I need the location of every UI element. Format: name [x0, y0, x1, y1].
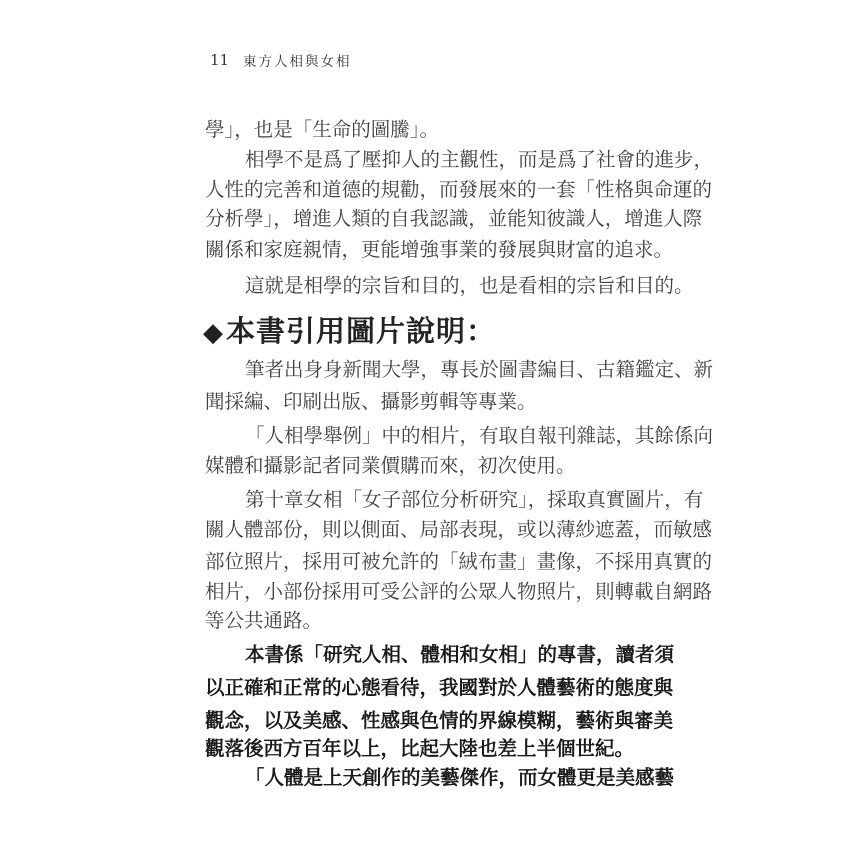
- text-line: 第十章女相「女子部位分析研究」，採取真實圖片，有: [245, 488, 704, 511]
- page-header: [210, 48, 352, 72]
- text-line: 筆者出身身新聞大學，專長於圖書編目、古籍鑑定、新: [245, 358, 714, 381]
- bold-text-line: 以正確和正常的心態看待，我國對於人體藝術的態度與: [205, 676, 674, 699]
- text-line: 聞採編、印刷出版、攝影剪輯等專業。: [205, 390, 537, 413]
- running-title: 東方人相與女相: [243, 54, 352, 70]
- text-line: 相學不是爲了壓抑人的主觀性，而是爲了社會的進步，: [245, 148, 714, 171]
- text-line: 「人相學舉例」中的相片，有取自報刊雜誌，其餘係向: [245, 424, 714, 447]
- text-line: 媒體和攝影記者同業價購而來，初次使用。: [205, 454, 576, 477]
- section-heading-text: 本書引用圖片說明：: [226, 314, 497, 348]
- bold-text-line: 觀落後西方百年以上，比起大陸也差上半個世紀。: [205, 737, 635, 760]
- text-line: 學」，也是「生命的圖騰」。: [205, 118, 440, 141]
- diamond-bullet-icon: ◆: [203, 318, 224, 348]
- text-line: 關人體部份，則以側面、局部表現，或以薄紗遮蓋，而敏感: [205, 518, 713, 541]
- bold-text-line: 「人體是上天創作的美藝傑作，而女體更是美感藝: [245, 766, 675, 789]
- text-line: 等公共通路。: [205, 609, 323, 632]
- text-line: 這就是相學的宗旨和目的，也是看相的宗旨和目的。: [245, 274, 694, 297]
- page-number: 11: [210, 51, 230, 69]
- text-line: 人性的完善和道德的規勸，而發展來的一套「性格與命運的: [205, 178, 713, 201]
- text-line: 相片，小部份採用可受公評的公眾人物照片，則轉載自網路: [205, 580, 713, 603]
- bold-text-line: 本書係「研究人相、體相和女相」的專書，讀者須: [245, 643, 675, 666]
- text-line: 部位照片，採用可被允許的「絨布畫」畫像，不採用真實的: [205, 550, 713, 573]
- text-line: 關係和家庭親情，更能增強事業的發展與財富的追求。: [205, 238, 674, 261]
- section-heading: [203, 309, 496, 350]
- text-line: 分析學」，增進人類的自我認識，並能知彼識人，增進人際: [205, 207, 703, 230]
- bold-text-line: 觀念，以及美感、性感與色情的界線模糊，藝術與審美: [205, 709, 674, 732]
